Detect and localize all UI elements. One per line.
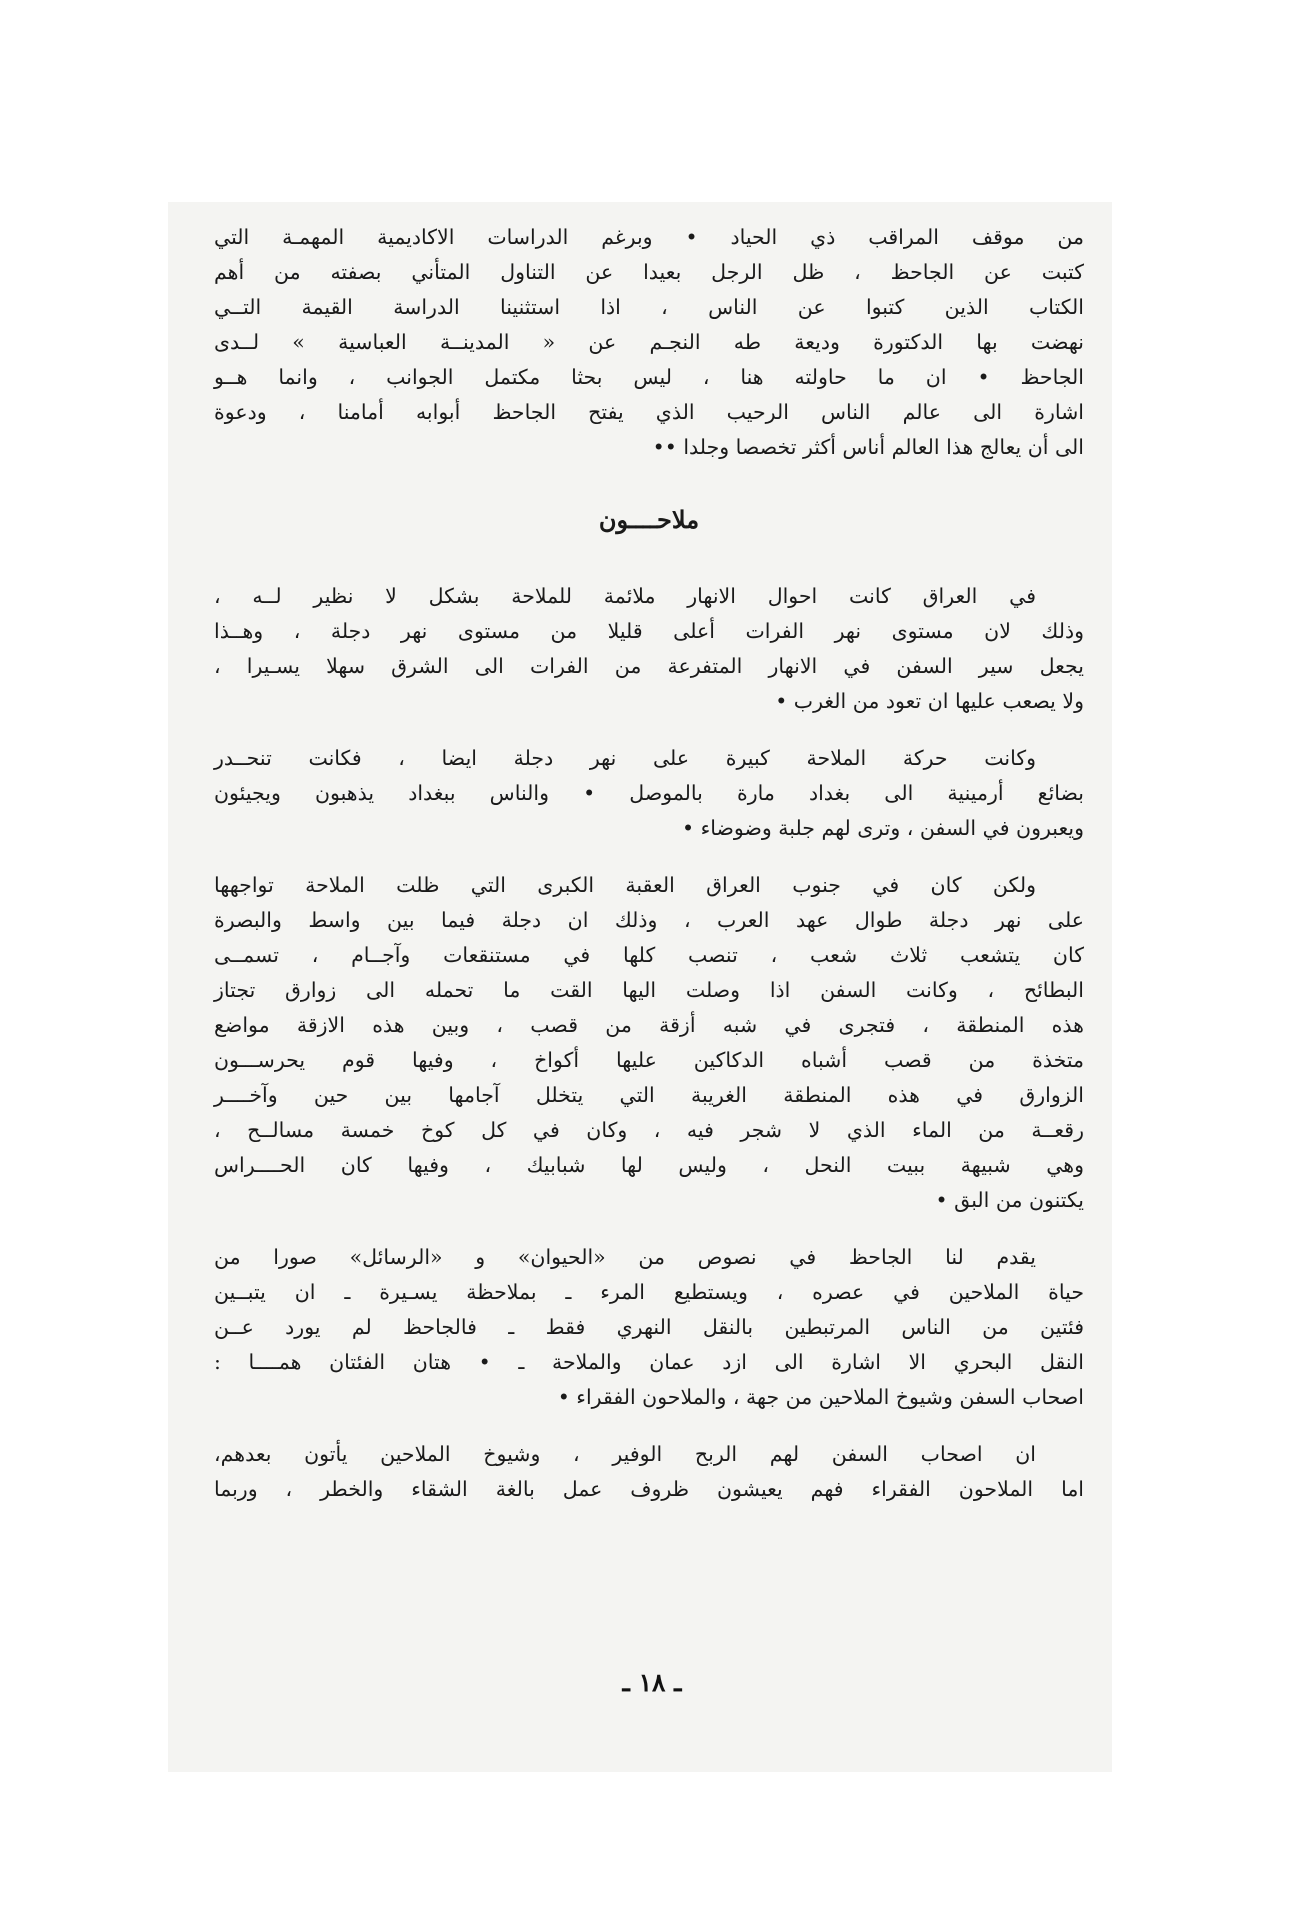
text-line: اشارة الى عالم الناس الرحيب الذي يفتح الجاحظ أبوابه أمامنا ، ودعوة (214, 400, 1084, 424)
text-line: الكتاب الذين كتبوا عن الناس ، اذا استثنينا الدراسة القيمة التــي (214, 295, 1084, 319)
text-line: البطائح ، وكانت السفن اذا وصلت اليها القت ما تحمله الى زوارق تجتاز (214, 978, 1084, 1002)
text-line: ولكن كان في جنوب العراق العقبة الكبرى التي ظلت الملاحة تواجهها (214, 873, 1036, 897)
text-line: فئتين من الناس المرتبطين بالنقل النهري فقط ـ فالجاحظ لم يورد عــن (214, 1315, 1084, 1339)
text-line: الى أن يعالج هذا العالم أناس أكثر تخصصا وجلدا •• (652, 435, 1084, 459)
text-line: متخذة من قصب أشباه الدكاكين عليها أكواخ ، وفيها قوم يحرســـون (214, 1048, 1084, 1072)
text-line: وذلك لان مستوى نهر الفرات أعلى قليلا من مستوى نهر دجلة ، وهــذا (214, 619, 1084, 643)
paragraph-marshes (214, 868, 1084, 1218)
text-line: حياة الملاحين في عصره ، ويستطيع المرء ـ بملاحظة يسـيرة ـ ان يتبــين (214, 1280, 1084, 1304)
text-line: من موقف المراقب ذي الحياد • وبرغم الدراسات الاكاديمية المهمـة التي (214, 225, 1084, 249)
text-line: رقعــة من الماء الذي لا شجر فيه ، وكان في كل كوخ خمسة مسالــح ، (214, 1118, 1084, 1142)
text-line: كتبت عن الجاحظ ، ظل الرجل بعيدا عن التناول المتأني بصفته من أهم (214, 260, 1084, 284)
text-line: كان يتشعب ثلاث شعب ، تنصب كلها في مستنقعات وآجــام ، تسمــى (214, 943, 1084, 967)
text-line: نهضت بها الدكتورة وديعة طه النجـم عن « المدينــة العباسية » لــدى (214, 330, 1084, 354)
text-line: اصحاب السفن وشيوخ الملاحين من جهة ، والملاحون الفقراء • (557, 1385, 1084, 1409)
paragraph-tigris (214, 741, 1084, 846)
paragraph-shipowners (214, 1437, 1084, 1507)
text-line: في العراق كانت احوال الانهار ملائمة للملاحة بشكل لا نظير لــه ، (214, 584, 1036, 608)
text-line: يجعل سير السفن في الانهار المتفرعة من الفرات الى الشرق سهلا يسـيرا ، (214, 654, 1084, 678)
paragraph-rivers (214, 579, 1084, 719)
text-line: الجاحظ • ان ما حاولته هنا ، ليس بحثا مكتمل الجوانب ، وانما هــو (214, 365, 1084, 389)
paragraph-jahiz (214, 1240, 1084, 1415)
text-line: يكتنون من البق • (935, 1188, 1084, 1212)
text-line: ويعبرون في السفن ، وترى لهم جلبة وضوضاء • (681, 816, 1084, 840)
text-line: بضائع أرمينية الى بغداد مارة بالموصل • والناس ببغداد يذهبون ويجيئون (214, 781, 1084, 805)
text-line: على نهر دجلة طوال عهد العرب ، وذلك ان دجلة فيما بين واسط والبصرة (214, 908, 1084, 932)
intro-paragraph (214, 220, 1084, 465)
text-line: وكانت حركة الملاحة كبيرة على نهر دجلة ايضا ، فكانت تنحــدر (214, 746, 1036, 770)
text-line: ولا يصعب عليها ان تعود من الغرب • (775, 689, 1084, 713)
text-line: ان اصحاب السفن لهم الربح الوفير ، وشيوخ الملاحين يأتون بعدهم، (214, 1442, 1036, 1466)
text-line: هذه المنطقة ، فتجرى في شبه أزقة من قصب ، وبين هذه الازقة مواضع (214, 1013, 1084, 1037)
text-line: الزوارق في هذه المنطقة الغريبة التي يتخلل آجامها بين حين وآخــــر (214, 1083, 1084, 1107)
text-line: النقل البحري الا اشارة الى ازد عمان والملاحة ـ • هتان الفئتان همــــا : (214, 1350, 1084, 1374)
text-line: يقدم لنا الجاحظ في نصوص من «الحيوان» و «الرسائل» صورا من (214, 1245, 1036, 1269)
text-line: وهي شبيهة ببيت النحل ، وليس لها شبابيك ، وفيها كان الحــــراس (214, 1153, 1084, 1177)
text-line: اما الملاحون الفقراء فهم يعيشون ظروف عمل بالغة الشقاء والخطر ، وربما (214, 1477, 1084, 1501)
page-number: ـ ١٨ ـ (622, 1668, 682, 1697)
page-content (214, 220, 1084, 1529)
section-heading: ملاحــــون (598, 505, 700, 534)
